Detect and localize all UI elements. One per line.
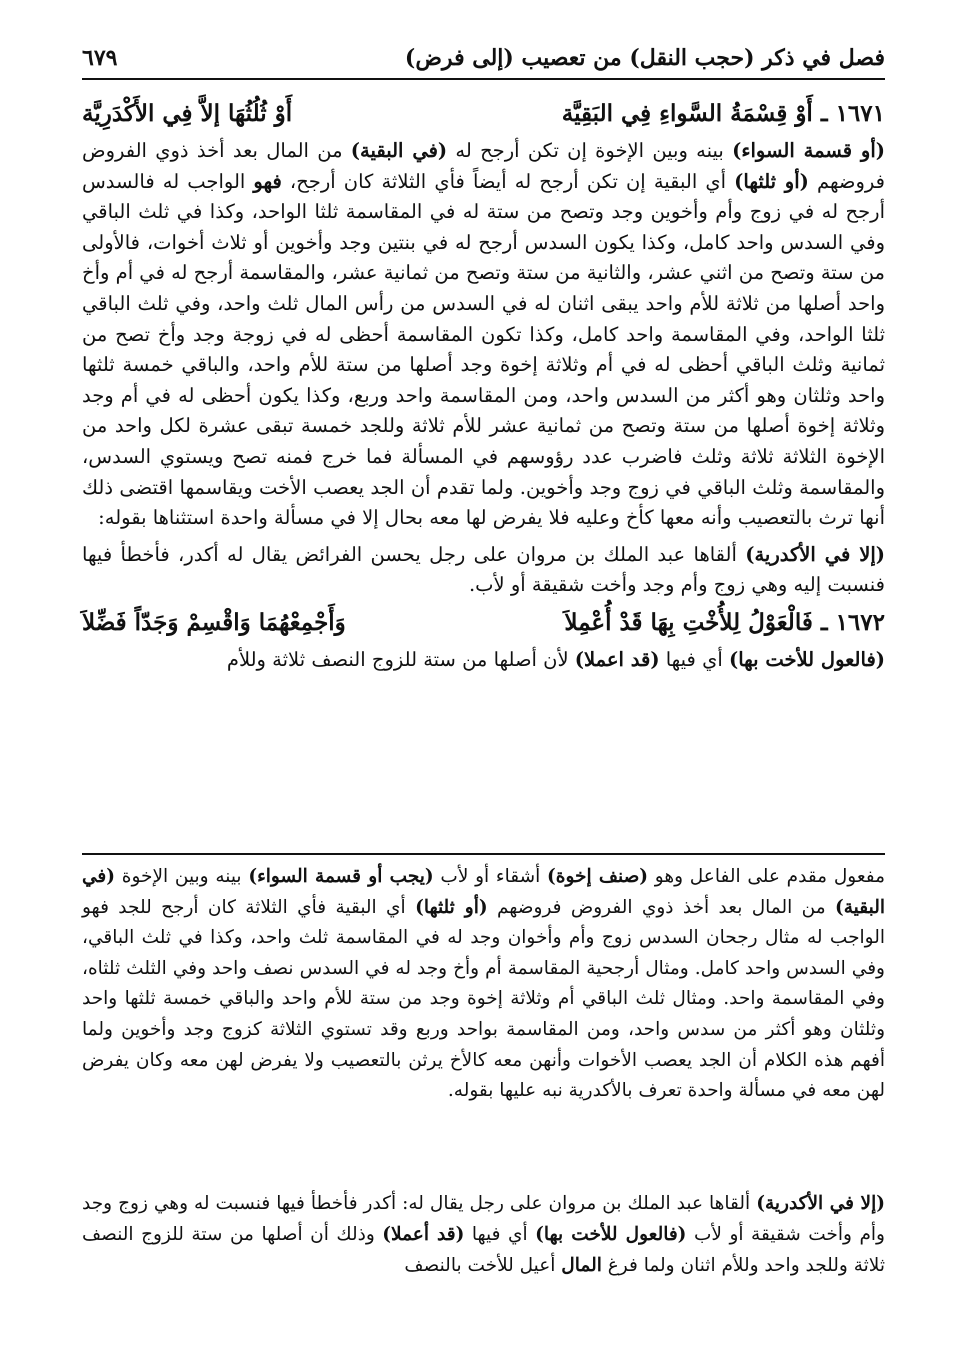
- page-header: [82, 38, 885, 80]
- bold-term: المال: [561, 1255, 602, 1276]
- text-run: ألقاها عبد الملك بن مروان على رجل يقال له: أكدر فأخطأ فيها فنسبت له وهي زوج وجد وأم وأخت شقيقة أو لأب: [82, 1193, 885, 1245]
- bold-term: (أو ثلثها): [415, 896, 488, 918]
- running-title: فصل في ذكر (حجب النقل) من تعصيب (إلى فرض): [404, 45, 885, 71]
- main-text: [82, 92, 885, 676]
- text-run: وذلك أن أصلها من ستة للزوج النصف ثلاثة وللجد واحد وللأم اثنان ولما فرغ: [82, 1224, 885, 1276]
- commentary-paragraph: [82, 540, 885, 601]
- text-run: أي البقية فأي الثلاثة كان أرجح للجد فهو الواجب له مثال رجحان السدس زوج وأم وأخوان وجد له في المقاسمة ثلث واحد، وكذا في ثلث الباقي، وفي السدس واحد كامل. ومثال أرجحية المقاسمة أم وأخ وجد له في السدس نصف واحد وفي الثلث ثلثاه، وفي المقاسمة واحد. ومثال ثلث الباقي أم وثلاثة إخوة وجد من ستة للأم واحد والباقي خمسة ثلثها واحد وثلثان وهو أكثر من سدس واحد، ومن المقاسمة بواحد وربع وقد تستوي الثلاثة كزوج وجد وأخوين ولما أفهم هذه الكلام أن الجد يعصب الأخوات وأنهن معه كالأخ يرثن بالتعصيب ولا يفرض لهن معه وكان يفرض لهن معه في مسألة واحدة تعرف بالأكدرية نبه عليها بقوله.: [82, 896, 885, 1102]
- verse-number: ١٦٧٢ ـ: [820, 608, 885, 636]
- text-run: أي البقية إن تكن أرجح له أيضاً فأي الثلاثة كان أرجح،: [281, 169, 735, 193]
- verse-second-hemistich: أَوْ ثُلُثُهَا إلاَّ فِي الأَكْدَرِيَّة: [81, 100, 293, 127]
- bold-term: (أو ثلثها): [734, 169, 809, 193]
- bold-term: (في البقية): [350, 139, 448, 162]
- footnote-paragraph: [82, 862, 885, 1107]
- text-run: من المال بعد أخذ ذوي الفروض فروضهم: [487, 896, 835, 918]
- text-run: مفعول مقدم على الفاعل وهو: [648, 866, 886, 887]
- bold-term: (في البقية): [82, 866, 885, 918]
- bold-term: (فالعول للأخت بها): [535, 1224, 687, 1245]
- footnote-separator: [82, 853, 885, 855]
- footnote-block-2: [82, 1188, 885, 1281]
- text-run: أي فيها: [659, 647, 729, 671]
- bold-term: (يجب أو قسمة السواء): [248, 866, 434, 887]
- bold-term: فهو: [253, 169, 282, 193]
- text-run: أشقاء أو لأب: [433, 866, 547, 887]
- verse-first-hemistich: أَوْ قِسْمَةُ السَّواءِ فِي البَقِيَّة: [561, 100, 813, 127]
- footnote-paragraph: [82, 1188, 885, 1281]
- footnote-block: [82, 862, 885, 1107]
- verse-first-hemistich: فَالْعَوْلُ لِلأُخْتِ بِهَا قَدْ أُعْمِلاَ: [564, 608, 813, 636]
- commentary-paragraph: [82, 136, 885, 534]
- bold-term: (إلا في الأكدرية): [756, 1193, 885, 1214]
- page-number: ٦٧٩: [82, 45, 118, 71]
- bold-term: (إلا في الأكدرية): [745, 542, 885, 566]
- text-run: لأن أصلها من ستة للزوج النصف ثلاثة وللأم: [226, 647, 575, 671]
- text-run: أعيل للأخت بالنصف: [404, 1255, 562, 1276]
- verse-number: ١٦٧١ ـ: [820, 100, 885, 127]
- text-run: بينه وبين الإخوة: [115, 866, 249, 887]
- text-run: أي فيها: [464, 1224, 536, 1245]
- bold-term: (فالعول للأخت بها): [728, 647, 885, 671]
- bold-term: (أو قسمة السواء): [732, 139, 885, 162]
- bold-term: (صنف إخوة): [547, 866, 649, 887]
- text-run: ألقاها عبد الملك بن مروان على رجل يحسن الفرائض يقال له أكدر، فأخطأ فيها فنسبت إليه وهي زوج وأم وجد وأخت شقيقة أو لأب.: [82, 542, 885, 597]
- text-run: الواجب له فالسدس أرجح له في زوج وأم وأخوين وجد وتصح من ستة له في المقاسمة ثلثا الواحد، وكذا في ثلث الباقي وفي السدس واحد كامل، وكذا يكون السدس أرجح له في بنتين وجد وأخوين أو ثلاث أخوات، فالأولى من ستة وتصح من اثني عشر، والثانية من ستة وتصح من ثمانية عشر، والمقاسمة أرجح له في أم وأخ واحد أصلها من ثلاثة للأم واحد يبقى اثنان له في السدس من رأس المال ثلث واحد، وفي ثلث الباقي ثلثا الواحد، وفي المقاسمة واحد كامل، وكذا تكون المقاسمة أحظى له في زوجة وجد وأخ تصح من ثمانية وثلث الباقي أحظى له في أم وثلاثة إخوة وجد أصلها من ستة للأم واحد، والباقي خمسة ثلثها واحد وثلثان وهو أكثر من السدس واحد، ومن المقاسمة واحد وربع، وكذا يكون أحظى له في أم وجد وثلاثة إخوة أصلها من ستة وتصح من ثمانية عشر للأم ثلاثة وللجد خمسة تبقى عشرة لكل واحد من الإخوة الثلاثة ثلاثة وثلث فاضرب عدد رؤوسهم في المسألة فما خرج فمنه تصح ويستوي السدس، والمقاسمة وثلث الباقي في زوج وجد وأخوين. ولما تقدم أن الجد يعصب الأخت ويقاسمها اقتضى ذلك أنها ترث بالتعصيب وأنه معها كأخ وعليه فلا يفرض لها معه بحال إلا في مسألة واحدة استثناها بقوله:: [82, 169, 885, 530]
- verse-1672: [82, 601, 885, 645]
- commentary-paragraph: [82, 645, 885, 676]
- verse-1671: [82, 92, 885, 136]
- bold-term: (قد أعملا): [382, 1224, 465, 1245]
- bold-term: (قد اعملا): [574, 647, 660, 671]
- verse-second-hemistich: وَأَجْمِعْهُمَا وَاقْسِمْ وَجَدّاً فَضِّلاَ: [81, 608, 346, 636]
- text-run: من المال بعد أخذ ذوي الفروض فروضهم: [82, 139, 885, 193]
- text-run: بينه وبين الإخوة إن تكن أرجح له: [447, 139, 733, 162]
